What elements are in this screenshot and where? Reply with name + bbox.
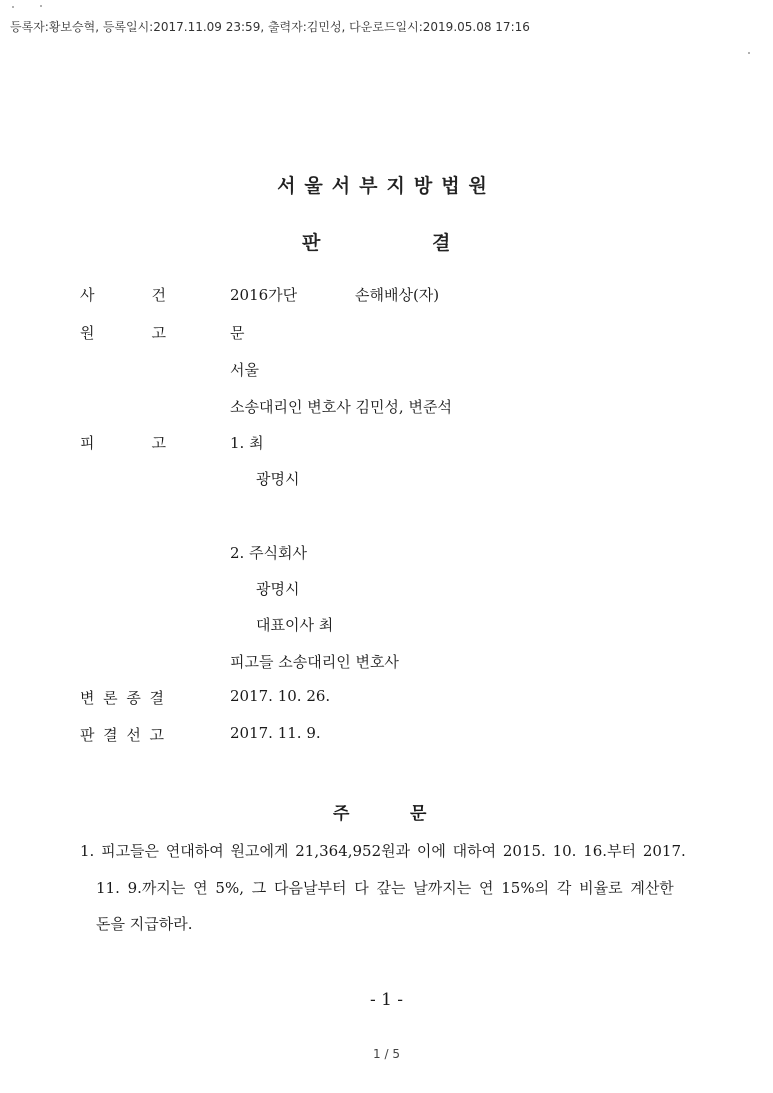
court-name: 서울서부지방법원 <box>277 175 496 197</box>
scan-speck <box>748 52 750 54</box>
order-heading-left: 주 <box>333 804 350 824</box>
order-heading-right: 문 <box>410 804 427 824</box>
case-label: 사 건 <box>80 286 166 304</box>
defendant-2-name: 2. 주식회사 <box>230 544 308 562</box>
defendant-1-address: 광명시 <box>256 470 300 488</box>
plaintiff-address: 서울 <box>230 361 259 379</box>
plaintiff-attorney: 소송대리인 변호사 김민성, 변준석 <box>230 398 452 416</box>
page-number: - 1 - <box>369 990 404 1010</box>
order-line-1: 1. 피고들은 연대하여 원고에게 21,364,952원과 이에 대하여 2015. 10. 16.부터 2017. <box>80 842 686 860</box>
scan-speck <box>40 5 42 7</box>
sentence-date: 2017. 11. 9. <box>230 724 321 742</box>
sentence-label: 판 결 선 고 <box>80 726 164 744</box>
defendant-2-address: 광명시 <box>256 580 300 598</box>
closing-date: 2017. 10. 26. <box>230 687 331 705</box>
defendant-attorney: 피고들 소송대리인 변호사 <box>230 653 399 671</box>
defendant-2-representative: 대표이사 최 <box>256 616 334 634</box>
judgment-title-left: 판 <box>302 232 321 254</box>
case-number: 2016가단 <box>230 286 298 304</box>
closing-label: 변 론 종 결 <box>80 689 164 707</box>
scan-speck <box>12 6 14 8</box>
defendant-label: 피 고 <box>80 434 166 452</box>
defendant-1-name: 1. 최 <box>230 434 264 452</box>
case-name: 손해배상(자) <box>355 286 440 304</box>
judgment-title-right: 결 <box>432 232 451 254</box>
plaintiff-label: 원 고 <box>80 324 166 342</box>
page-count: 1 / 5 <box>373 1047 400 1061</box>
order-line-3: 돈을 지급하라. <box>96 915 193 933</box>
order-line-2: 11. 9.까지는 연 5%, 그 다음날부터 다 갚는 날까지는 연 15%의 각 비율로 계산한 <box>96 879 674 897</box>
download-metadata: 등록자:황보승혁, 등록일시:2017.11.09 23:59, 출력자:김민성, 다운로드일시:2019.05.08 17:16 <box>10 20 530 34</box>
plaintiff-name: 문 <box>230 324 245 342</box>
